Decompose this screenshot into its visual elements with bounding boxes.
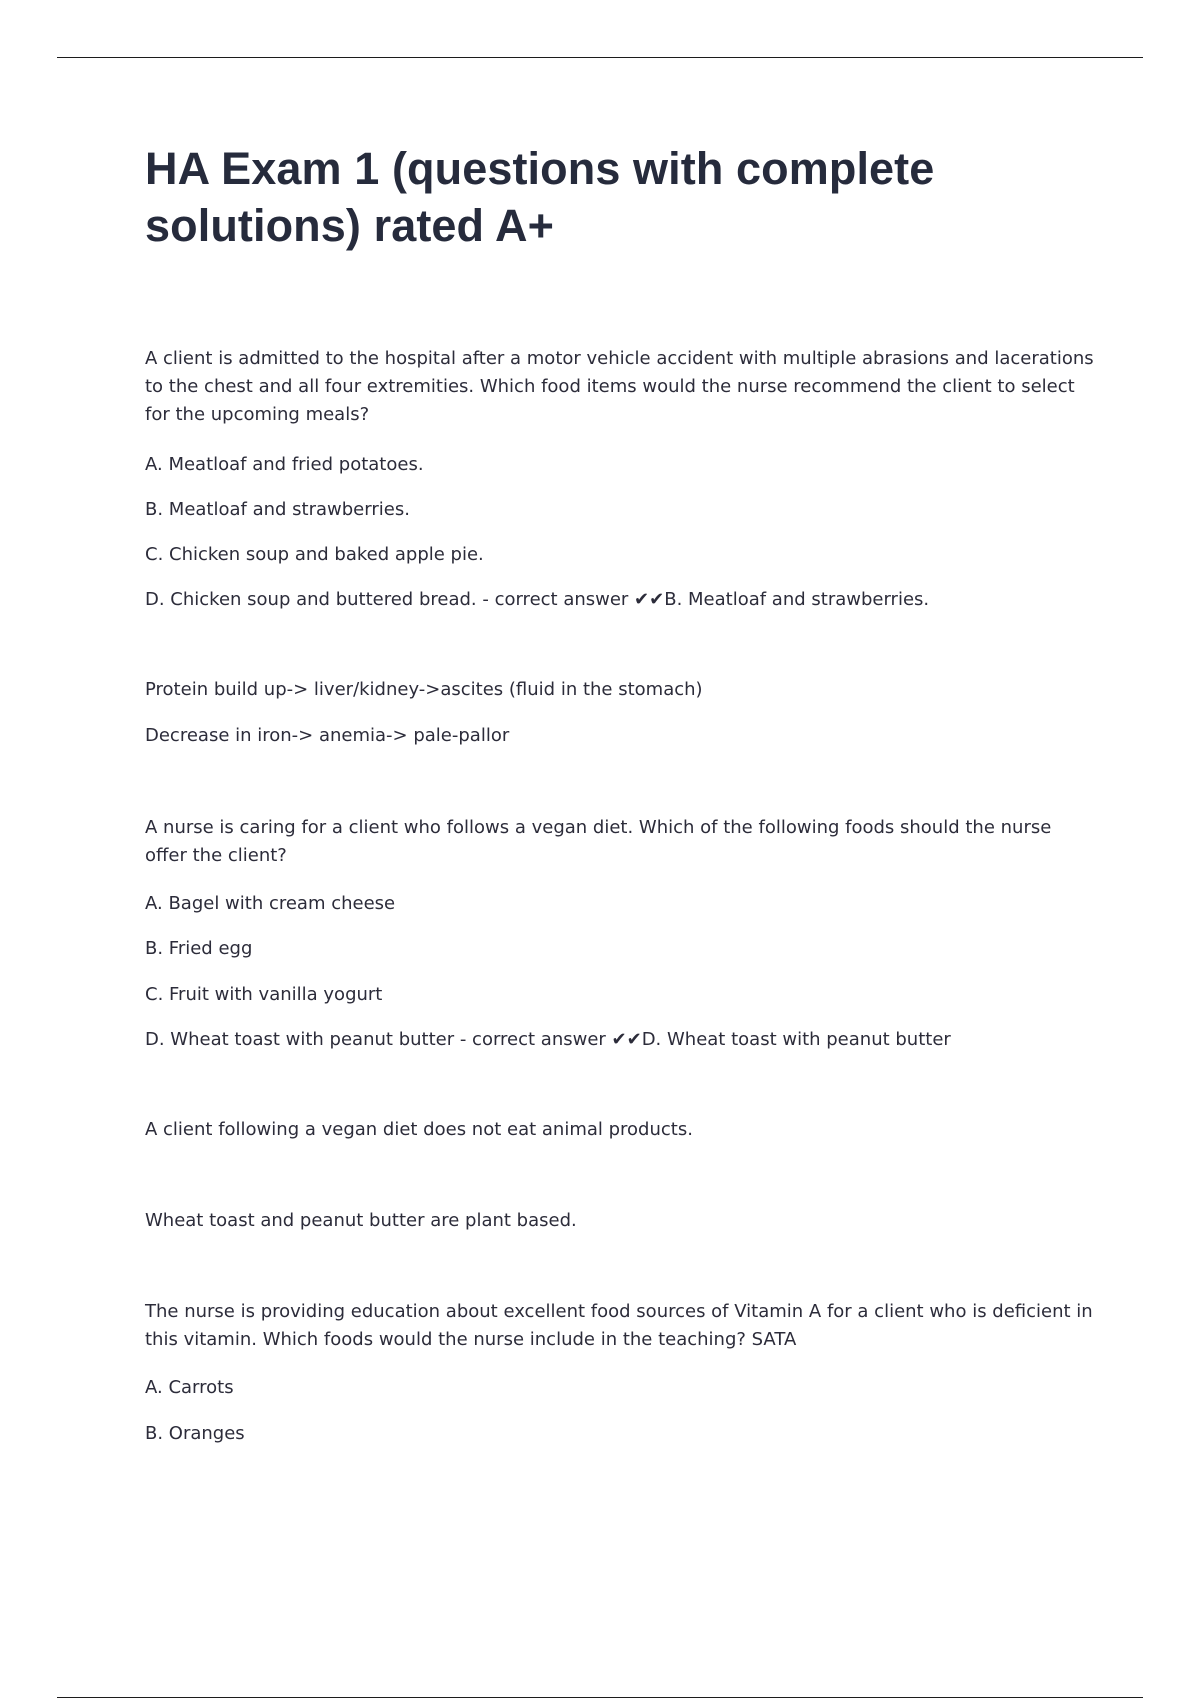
- question-2-note-2: Wheat toast and peanut butter are plant based.: [145, 1210, 577, 1231]
- question-2-option-c: C. Fruit with vanilla yogurt: [145, 984, 383, 1005]
- question-1-note-2: Decrease in iron-> anemia-> pale-pallor: [145, 725, 510, 746]
- question-2-option-d-answer: D. Wheat toast with peanut butter - correct answer ✔✔D. Wheat toast with peanut butter: [145, 1029, 951, 1050]
- question-1-text: A client is admitted to the hospital after a motor vehicle accident with multiple abrasions and lacerations to the chest and all four extremities. Which food items would the nurse recommend the client to select for the upcoming meals?: [145, 348, 1094, 425]
- question-1-option-b: B. Meatloaf and strawberries.: [145, 499, 410, 520]
- question-2-option-a: A. Bagel with cream cheese: [145, 893, 396, 914]
- document-title: HA Exam 1 (questions with complete solutions) rated A+: [145, 143, 935, 251]
- question-1-option-d-answer: D. Chicken soup and buttered bread. - correct answer ✔✔B. Meatloaf and strawberries.: [145, 589, 930, 610]
- top-rule: [57, 57, 1143, 58]
- question-3-text: The nurse is providing education about excellent food sources of Vitamin A for a client who is deficient in this vitamin. Which foods would the nurse include in the teaching? SATA: [145, 1301, 1093, 1350]
- title-block: [145, 140, 1095, 254]
- question-1-note-1: Protein build up-> liver/kidney->ascites (fluid in the stomach): [145, 679, 703, 700]
- question-1-option-a: A. Meatloaf and fried potatoes.: [145, 454, 424, 475]
- question-2-text: A nurse is caring for a client who follows a vegan diet. Which of the following foods should the nurse offer the client?: [145, 817, 1052, 866]
- question-2-option-b: B. Fried egg: [145, 938, 253, 959]
- bottom-rule: [57, 1697, 1143, 1698]
- question-2-note-1: A client following a vegan diet does not eat animal products.: [145, 1119, 693, 1140]
- question-3-option-b: B. Oranges: [145, 1423, 245, 1444]
- question-1-option-c: C. Chicken soup and baked apple pie.: [145, 544, 484, 565]
- question-3-option-a: A. Carrots: [145, 1377, 234, 1398]
